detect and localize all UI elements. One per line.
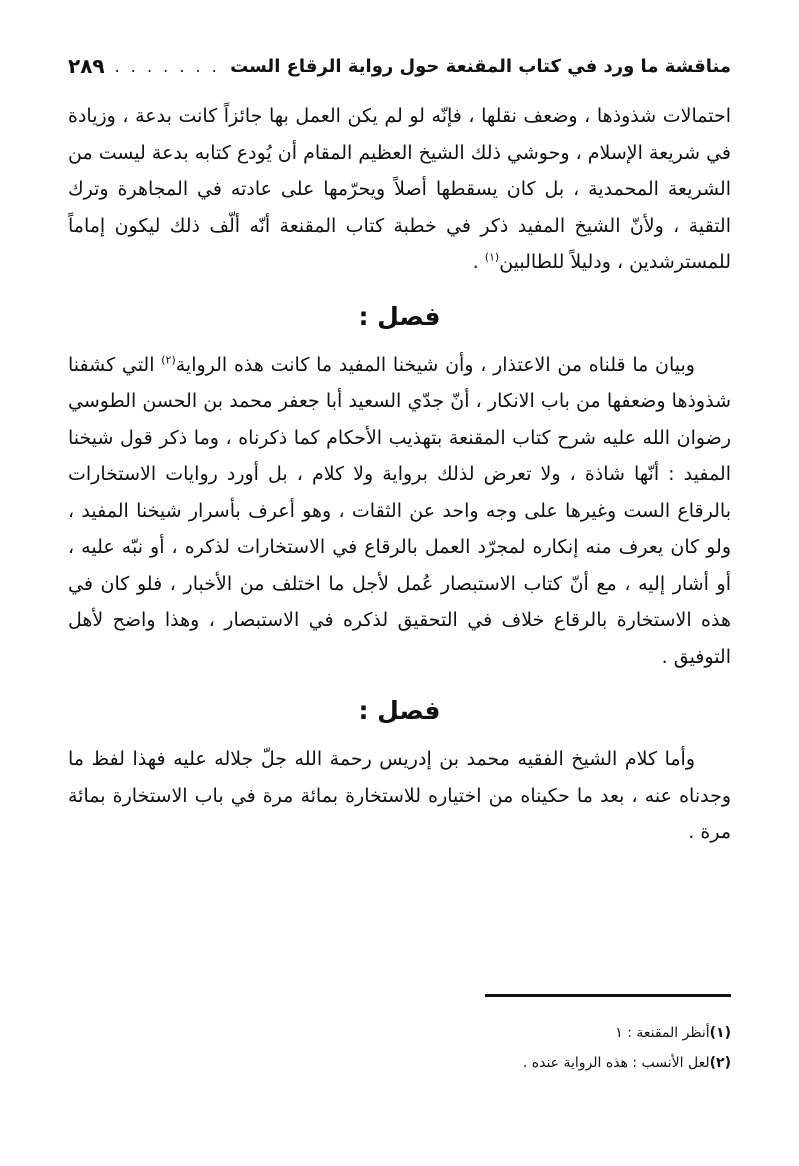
footnote-ref-1: (١) — [484, 250, 500, 264]
section-heading-1: فصل : — [358, 301, 441, 331]
opening-paragraph — [68, 98, 731, 281]
footnote-1-text: أنظر المقنعة : ١ — [615, 1025, 710, 1041]
page-number: ٢٨٩ — [68, 54, 105, 78]
opening-paragraph-tail: . — [472, 251, 485, 273]
footnote-1-number: (١) — [709, 1025, 731, 1041]
section-1-paragraph — [68, 347, 731, 676]
running-header — [68, 48, 731, 84]
opening-paragraph-text: احتمالات شذوذها ، وضعف نقلها ، فإنّه لو لم يكن العمل بها جائزاً كانت بدعة ، وزيادة في شريعة الإسلام ، وحوشي ذلك الشيخ العظيم المقام أن يُودع كتابه بدعة ليست من الشريعة المحمدية ، بل كان يسقطها أصلاً ويحرّمها على عادته في المجاهرة وترك التقية ، ولأنّ الشيخ المفيد ذكر في خطبة كتاب المقنعة أنّه ألّف ذلك ليكون إماماً للمسترشدين ، ودليلاً للطالبين — [68, 105, 731, 273]
footnote-2-number: (٢) — [709, 1055, 731, 1071]
section-1-text-start: وبيان ما قلناه من الاعتذار ، وأن شيخنا المفيد ما كانت هذه الرواية — [175, 353, 695, 376]
footnote-2 — [68, 1048, 731, 1078]
body-text — [68, 98, 731, 851]
header-title: مناقشة ما ورد في كتاب المقنعة حول رواية الرقاع الست — [230, 55, 731, 77]
section-2-paragraph: وأما كلام الشيخ الفقيه محمد بن إدريس رحمة الله جلّ جلاله عليه فهذا لفظ ما وجدناه عنه ، بعد ما حكيناه من اختياره للاستخارة بمائة مرة في باب الاستخارة بمائة مرة . — [68, 748, 731, 843]
section-1-text-rest: التي كشفنا شذوذها وضعفها من باب الانكار ، أنّ جدّي السعيد أبا جعفر محمد بن الحسن الطوسي رضوان الله عليه شرح كتاب المقنعة بتهذيب الأحكام كما ذكرناه ، وما ذكر قول شيخنا المفيد : أنّها شاذة ، ولا تعرض لذلك برواية ولا كلام ، بل أورد روايات الاستخارات بالرقاع الست وغيرها على وجه واحد عن الثقات ، وهو أعرف بأسرار شيخنا المفيد ، ولو كان يعرف منه إنكاره لمجرّد العمل بالرقاع في الاستخارات لذكره ، أو نبّه عليه ، أو أشار إليه ، مع أنّ كتاب الاستبصار عُمل لأجل ما اختلف من الأخبار ، فلو كان في هذه الاستخارة بالرقاع خلاف في التحقيق لذكره في الاستبصار ، وهذا واضح لأهل التوفيق . — [68, 353, 731, 668]
footnote-2-text: لعل الأنسب : هذه الرواية عنده . — [522, 1055, 710, 1071]
footnote-1 — [68, 1018, 731, 1048]
header-dot-leader — [115, 57, 220, 76]
footnote-divider — [485, 994, 731, 997]
footnotes — [68, 1018, 731, 1078]
footnote-ref-2: (٢) — [161, 353, 176, 367]
section-heading-2: فصل : — [358, 696, 441, 725]
